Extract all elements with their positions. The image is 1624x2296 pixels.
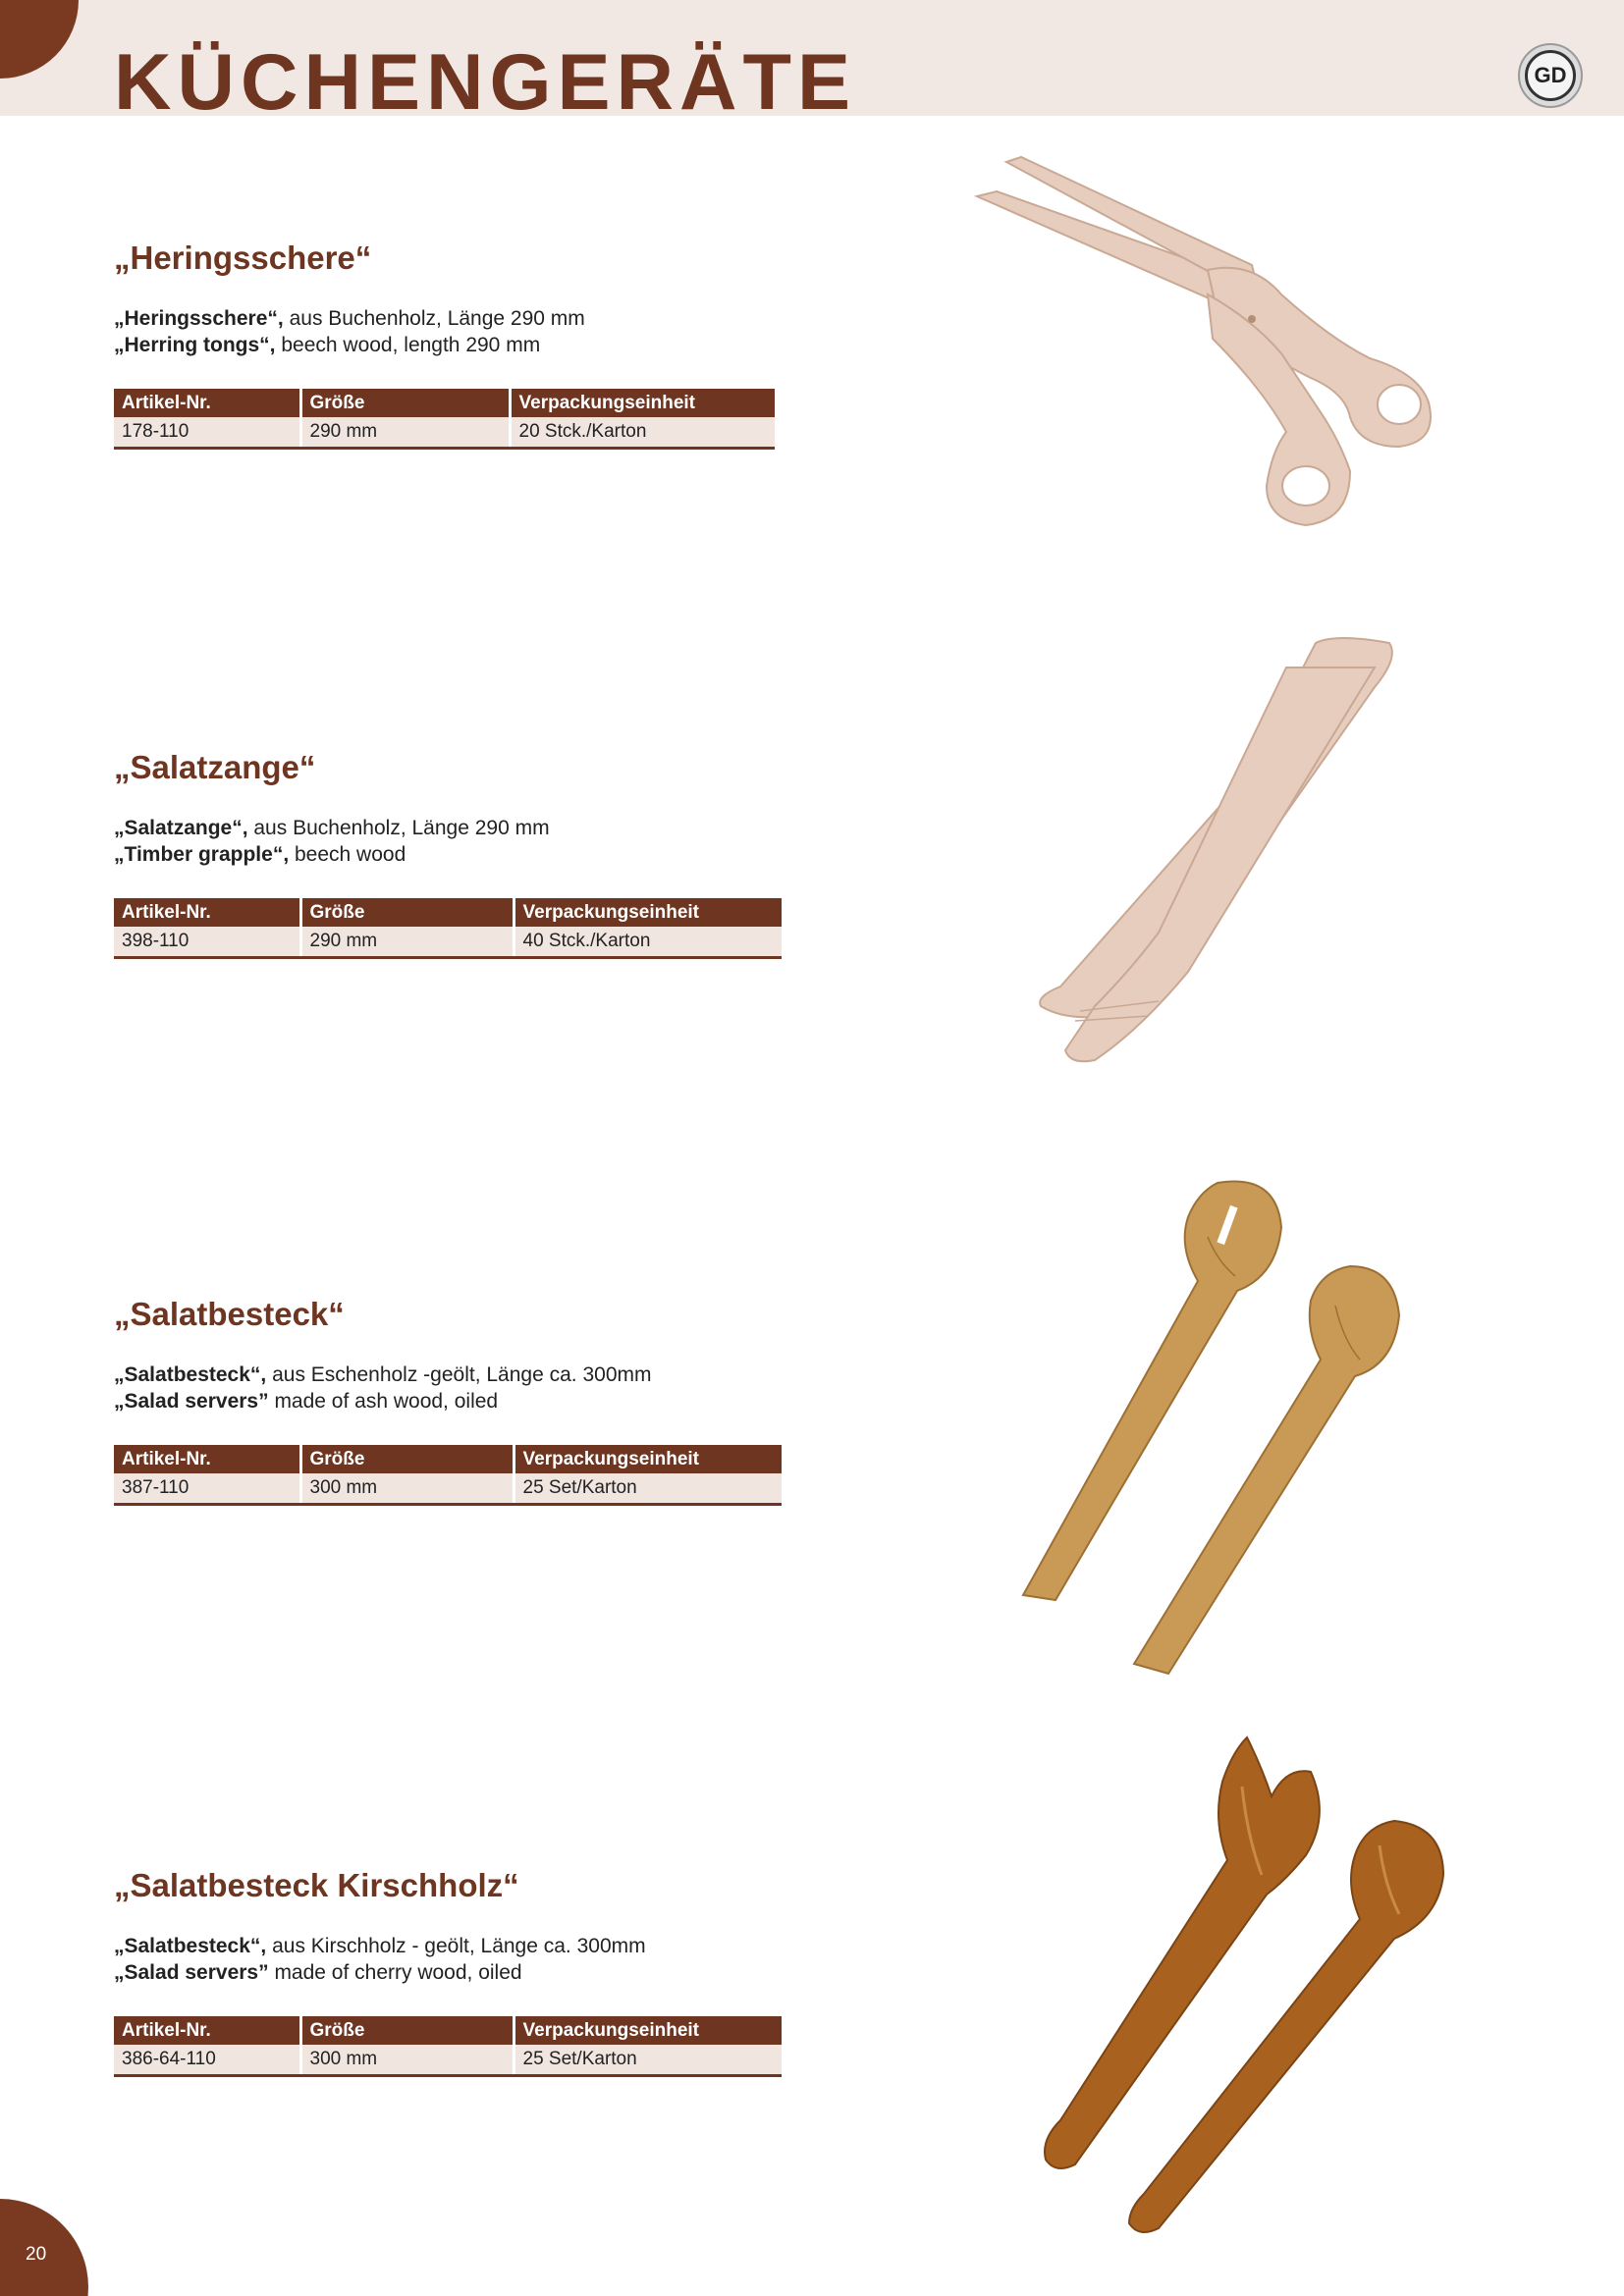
spec-table [114, 898, 782, 959]
brand-logo [1518, 43, 1583, 108]
header-unit: Verpackungseinheit [514, 1445, 782, 1473]
header-size: Größe [300, 1445, 514, 1473]
desc-en: made of ash wood, oiled [268, 1390, 499, 1413]
product-title: „Salatbesteck“ [114, 1296, 345, 1332]
product-description [114, 305, 775, 358]
header-size: Größe [300, 2016, 514, 2045]
desc-en-bold: „Herring tongs“, [114, 334, 276, 356]
product-section-salatzange [114, 751, 782, 959]
header-size: Größe [300, 389, 510, 417]
header-article: Artikel-Nr. [114, 389, 300, 417]
ash-salad-servers-image [982, 1168, 1453, 1688]
desc-en-bold: „Salad servers” [114, 1390, 269, 1413]
table-row [114, 417, 775, 448]
desc-de-bold: „Salatzange“, [114, 817, 248, 839]
header-article: Artikel-Nr. [114, 1445, 300, 1473]
desc-de: aus Eschenholz -geölt, Länge ca. 300mm [266, 1363, 652, 1386]
table-row [114, 2045, 782, 2075]
cell-unit: 25 Set/Karton [514, 2045, 782, 2075]
product-title: „Salatbesteck Kirschholz“ [114, 1867, 519, 1903]
desc-de: aus Kirschholz - geölt, Länge ca. 300mm [266, 1935, 646, 1957]
cell-article: 178-110 [114, 417, 300, 448]
page-number: 20 [26, 2244, 47, 2265]
salad-tongs-image [1021, 628, 1414, 1080]
table-header-row [114, 389, 775, 417]
cell-size: 290 mm [300, 417, 510, 448]
desc-de-bold: „Salatbesteck“, [114, 1935, 267, 1957]
herring-tongs-image [957, 147, 1537, 540]
table-header-row [114, 898, 782, 927]
header-article: Artikel-Nr. [114, 898, 300, 927]
cell-unit: 40 Stck./Karton [514, 927, 782, 957]
table-header-row [114, 1445, 782, 1473]
cell-unit: 25 Set/Karton [514, 1473, 782, 1504]
header-article: Artikel-Nr. [114, 2016, 300, 2045]
cell-size: 300 mm [300, 2045, 514, 2075]
cell-unit: 20 Stck./Karton [510, 417, 775, 448]
table-header-row [114, 2016, 782, 2045]
product-section-salatbesteck [114, 1298, 782, 1506]
desc-de-bold: „Heringsschere“, [114, 307, 284, 330]
desc-de-bold: „Salatbesteck“, [114, 1363, 267, 1386]
brand-logo-text: GD [1525, 50, 1576, 101]
cell-article: 386-64-110 [114, 2045, 300, 2075]
product-description [114, 815, 782, 868]
desc-en: beech wood, length 290 mm [275, 334, 541, 356]
desc-de: aus Buchenholz, Länge 290 mm [283, 307, 585, 330]
spec-table [114, 1445, 782, 1506]
desc-en: beech wood [289, 843, 406, 866]
table-row [114, 1473, 782, 1504]
cell-size: 290 mm [300, 927, 514, 957]
header-unit: Verpackungseinheit [510, 389, 775, 417]
product-title: „Heringsschere“ [114, 240, 372, 276]
cherry-salad-servers-image [992, 1728, 1463, 2248]
desc-en: made of cherry wood, oiled [268, 1961, 522, 1984]
table-row [114, 927, 782, 957]
product-description [114, 1933, 782, 1986]
product-section-salatbesteck-kirschholz [114, 1869, 782, 2077]
page-title: KÜCHENGERÄTE [114, 38, 857, 127]
product-section-heringsschere [114, 241, 775, 450]
spec-table [114, 389, 775, 450]
header-unit: Verpackungseinheit [514, 898, 782, 927]
product-title: „Salatzange“ [114, 749, 316, 785]
cell-article: 398-110 [114, 927, 300, 957]
header-unit: Verpackungseinheit [514, 2016, 782, 2045]
desc-en-bold: „Salad servers” [114, 1961, 269, 1984]
desc-de: aus Buchenholz, Länge 290 mm [247, 817, 550, 839]
product-description [114, 1362, 782, 1415]
desc-en-bold: „Timber grapple“, [114, 843, 290, 866]
spec-table [114, 2016, 782, 2077]
header-size: Größe [300, 898, 514, 927]
cell-article: 387-110 [114, 1473, 300, 1504]
cell-size: 300 mm [300, 1473, 514, 1504]
